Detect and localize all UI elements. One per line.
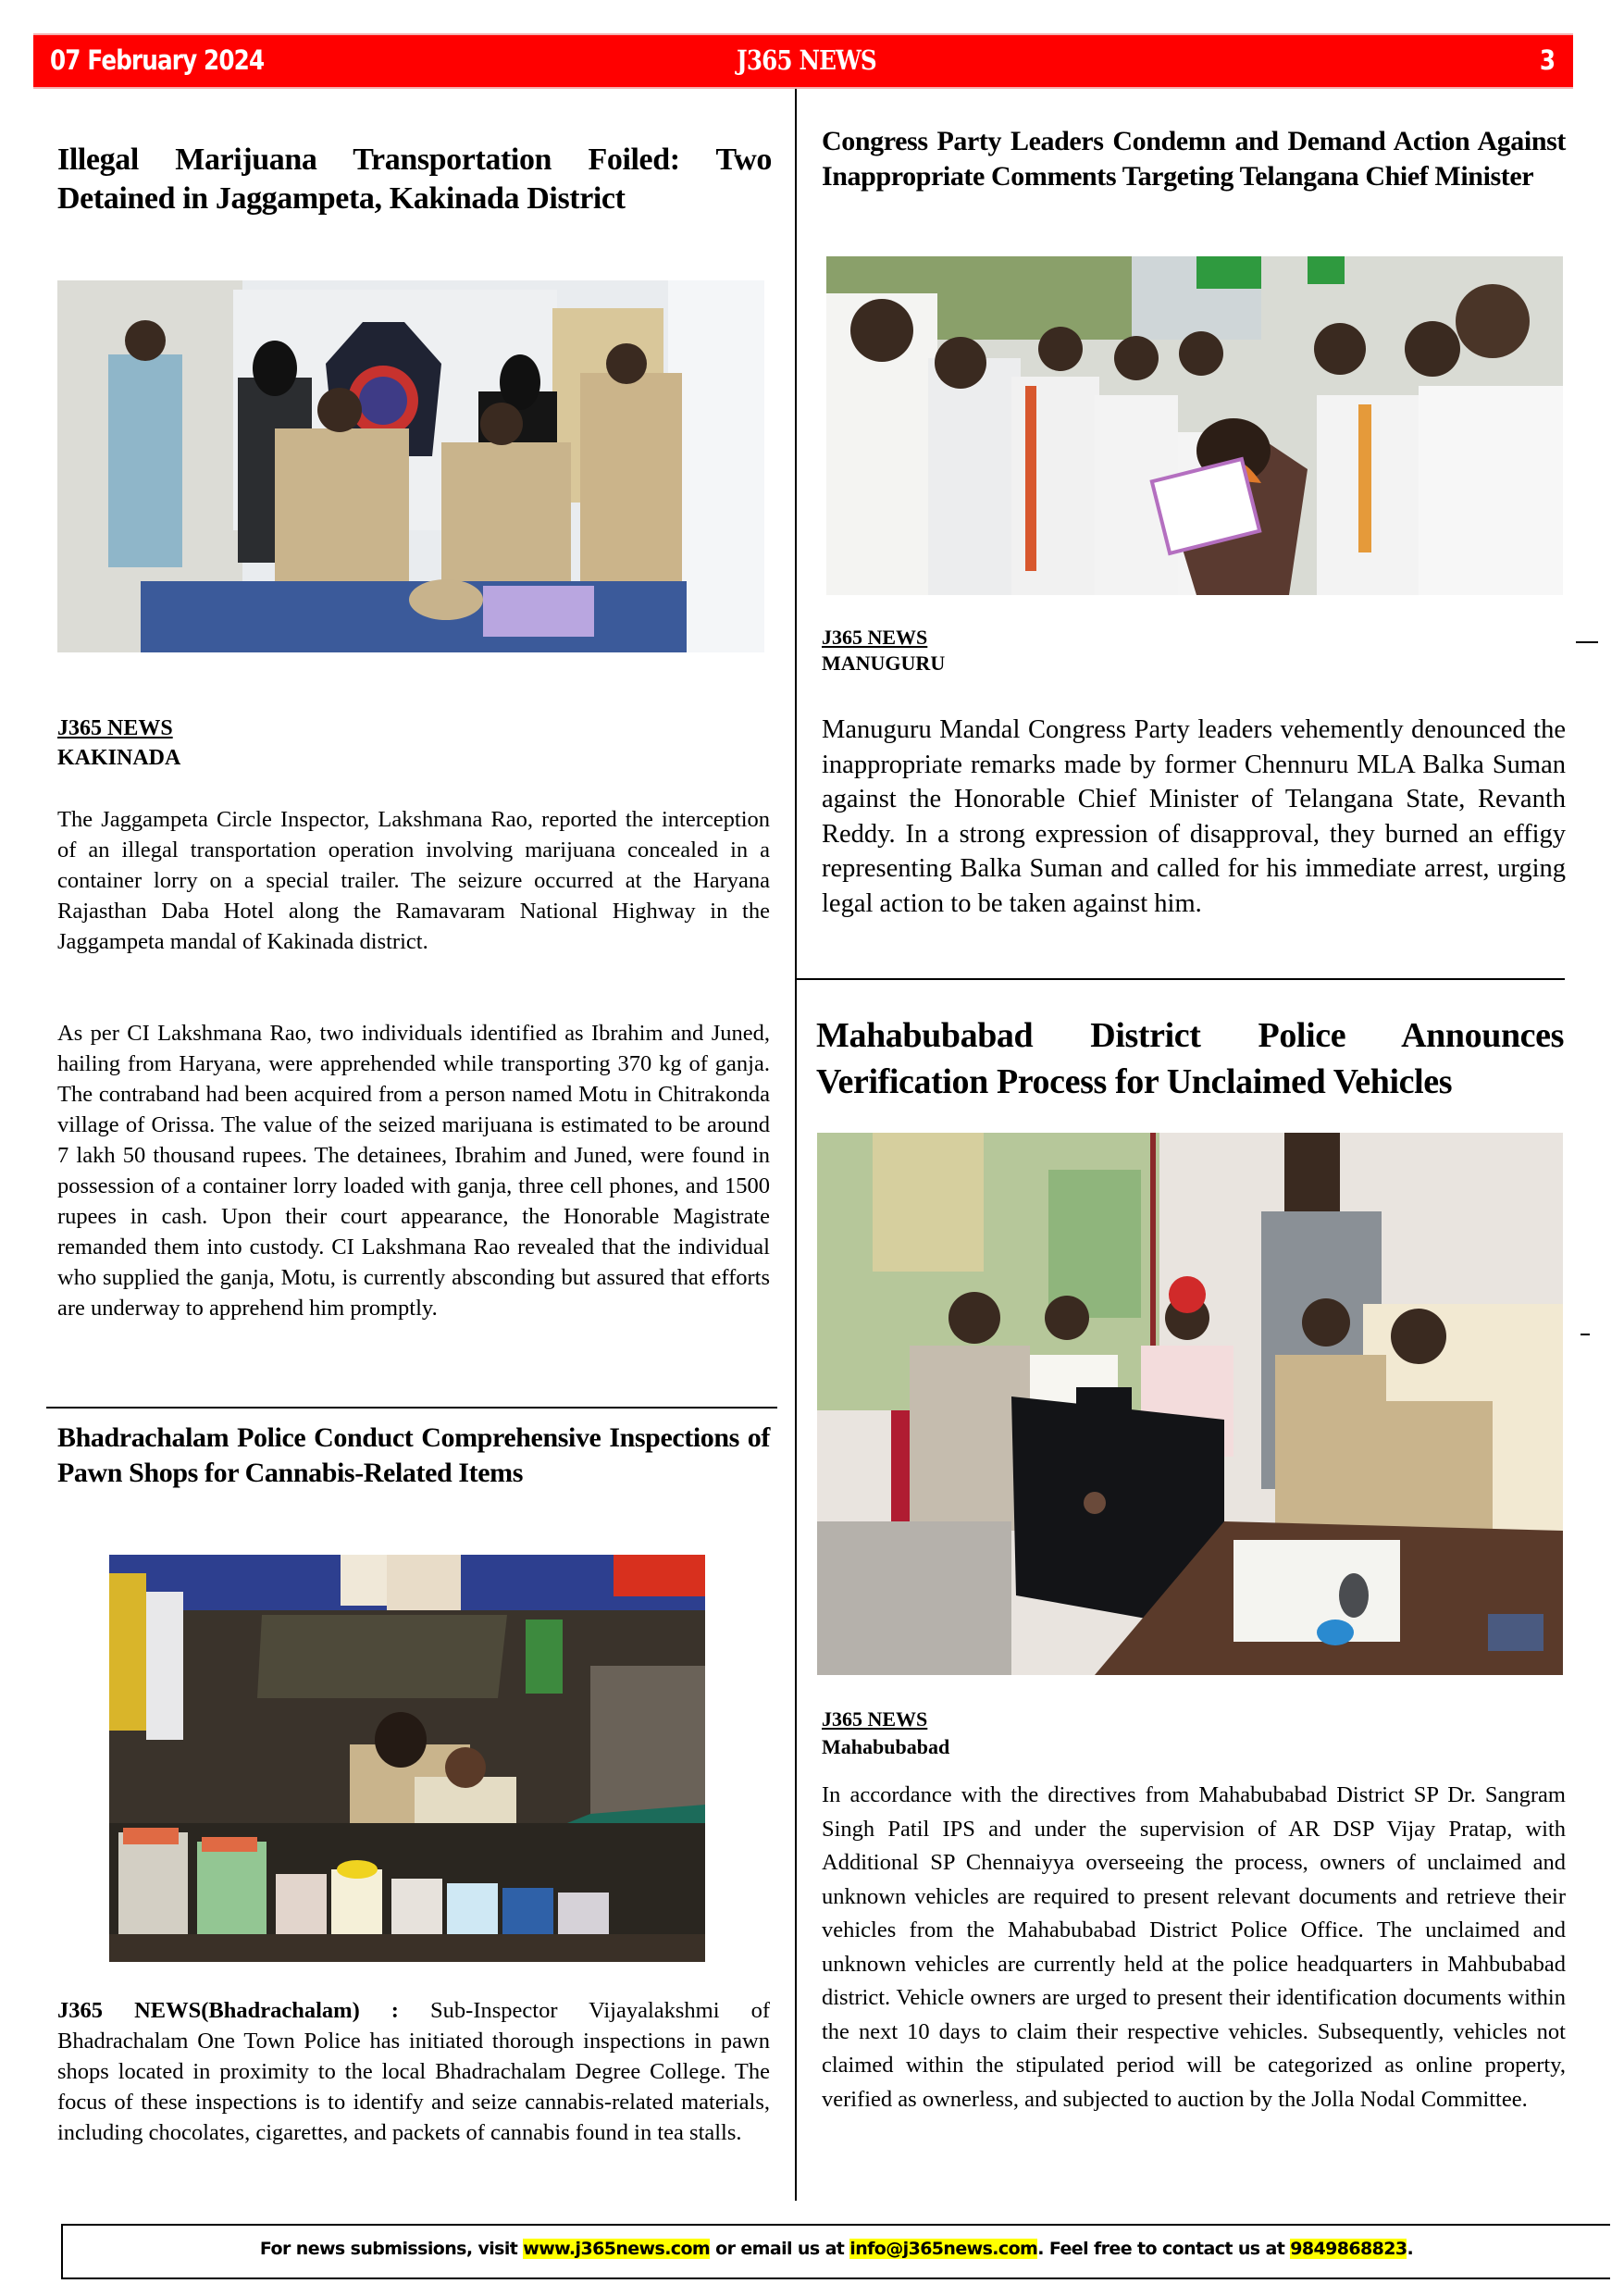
byline-manuguru <box>822 625 945 676</box>
byline-source: J365 NEWS <box>822 1707 928 1731</box>
email-link[interactable]: info@j365news.com <box>849 2239 1038 2259</box>
article-headline-mahabubabad: Mahabubabad District Police Announces Verification Process for Unclaimed Vehicles <box>816 1016 1564 1101</box>
article-paragraph: As per CI Lakshmana Rao, two individuals identified as Ibrahim and Juned, hailing from Haryana, were apprehended while transporting 370 kg of ganja. The contraband had been acquired from a person named Motu in Chitrakonda village of Orissa. The value of the seized marijuana is estimated to be around 7 lakh 50 thousand rupees. The detainees, Ibrahim and Juned, were found in possession of a container lorry loaded with ganja, three cell phones, and 1500 rupees in cash. Upon their court appearance, the Honorable Magistrate remanded them into custody. CI Lakshmana Rao revealed that the individual who supplied the ganja, Motu, is currently absconding but assured that efforts are underway to apprehend him promptly. <box>57 1021 770 1321</box>
article-body: Sub-Inspector Vijayalakshmi of Bhadrachalam One Town Police has initiated thorough inspections in pawn shops located in proximity to the local Bhadrachalam Degree College. The focus of these inspections is to identify and seize cannabis-related materials, including chocolates, cigarettes, and packets of cannabis found in tea stalls. <box>57 1998 770 2145</box>
footer-text: or email us at <box>710 2239 850 2259</box>
byline-place: MANUGURU <box>822 652 946 675</box>
article-separator <box>797 978 1565 980</box>
byline-kakinada <box>57 714 180 773</box>
article-headline-kakinada: Illegal Marijuana Transportation Foiled: Two Detained in Jaggampeta, Kakinada District <box>57 143 772 216</box>
shop-inspection-photo <box>109 1555 705 1962</box>
column-divider <box>795 89 797 2201</box>
marker-dash <box>1581 1334 1590 1335</box>
footer-text: For news submissions, visit <box>259 2239 524 2259</box>
publication-title: J365 NEWS <box>737 44 876 76</box>
page-number: 3 <box>1539 44 1555 76</box>
byline-mahabubabad <box>822 1706 949 1761</box>
article-paragraph: The Jaggampeta Circle Inspector, Lakshmana Rao, reported the interception of an illegal transportation operation involving marijuana concealed in a container lorry on a special trailer. The seizure occurred at the Haryana Rajasthan Daba Hotel along the Ramavaram National Highway in the Jaggampeta mandal of Kakinada district. <box>57 807 770 954</box>
article-body-manuguru: Manuguru Mandal Congress Party leaders vehemently denounced the inappropriate remarks made by former Chennuru MLA Balka Suman against the Honorable Chief Minister of Telangana State, Revanth Reddy. In a strong expression of disapproval, they burned an effigy representing Balka Suman and called for his immediate arrest, urging legal action to be taken against him. <box>822 715 1566 918</box>
effigy-protest-photo <box>826 256 1563 595</box>
dateline: J365 NEWS(Bhadrachalam) : <box>57 1998 399 2023</box>
footer-text: . <box>1407 2239 1414 2259</box>
article-headline-manuguru: Congress Party Leaders Condemn and Demand Action Against Inappropriate Comments Targeting Telangana Chief Minister <box>822 126 1566 192</box>
phone-number[interactable]: 9849868823 <box>1290 2239 1407 2259</box>
police-office-meeting-photo <box>817 1133 1563 1675</box>
police-press-meet-photo <box>57 280 764 652</box>
article-paragraph-bhadrachalam <box>57 1995 770 2148</box>
masthead-bar <box>33 33 1573 89</box>
marker-dash <box>1576 641 1598 643</box>
byline-place: Mahabubabad <box>822 1735 950 1758</box>
byline-source: J365 NEWS <box>57 716 173 740</box>
article-separator <box>46 1407 777 1409</box>
footer-contact-box <box>61 2224 1610 2279</box>
footer-text: . Feel free to contact us at <box>1037 2239 1291 2259</box>
issue-date: 07 February 2024 <box>50 44 265 76</box>
byline-source: J365 NEWS <box>822 626 928 649</box>
article-headline-bhadrachalam: Bhadrachalam Police Conduct Comprehensive Inspections of Pawn Shops for Cannabis-Related Items <box>57 1422 770 1488</box>
website-link[interactable]: www.j365news.com <box>523 2239 711 2259</box>
article-body-mahabubabad: In accordance with the directives from Mahabubabad District SP Dr. Sangram Singh Patil IPS and under the supervision of AR DSP Vijay Pratap, with Additional SP Chennaiyya overseeing the process, owners of unclaimed and unknown vehicles are required to present relevant documents and retrieve their vehicles from the Mahabubabad District Police Office. The unclaimed and unknown vehicles are currently held at the police headquarters in Mahbubabad district. Vehicle owners are urged to present their identification documents within the next 10 days to claim their respective vehicles. Subsequently, vehicles not claimed within the stipulated period will be categorized as online property, verified as ownerless, and subjected to auction by the Jolla Nodal Committee. <box>822 1782 1566 2112</box>
footer-contact-line <box>63 2239 1610 2259</box>
byline-place: KAKINADA <box>57 746 181 770</box>
